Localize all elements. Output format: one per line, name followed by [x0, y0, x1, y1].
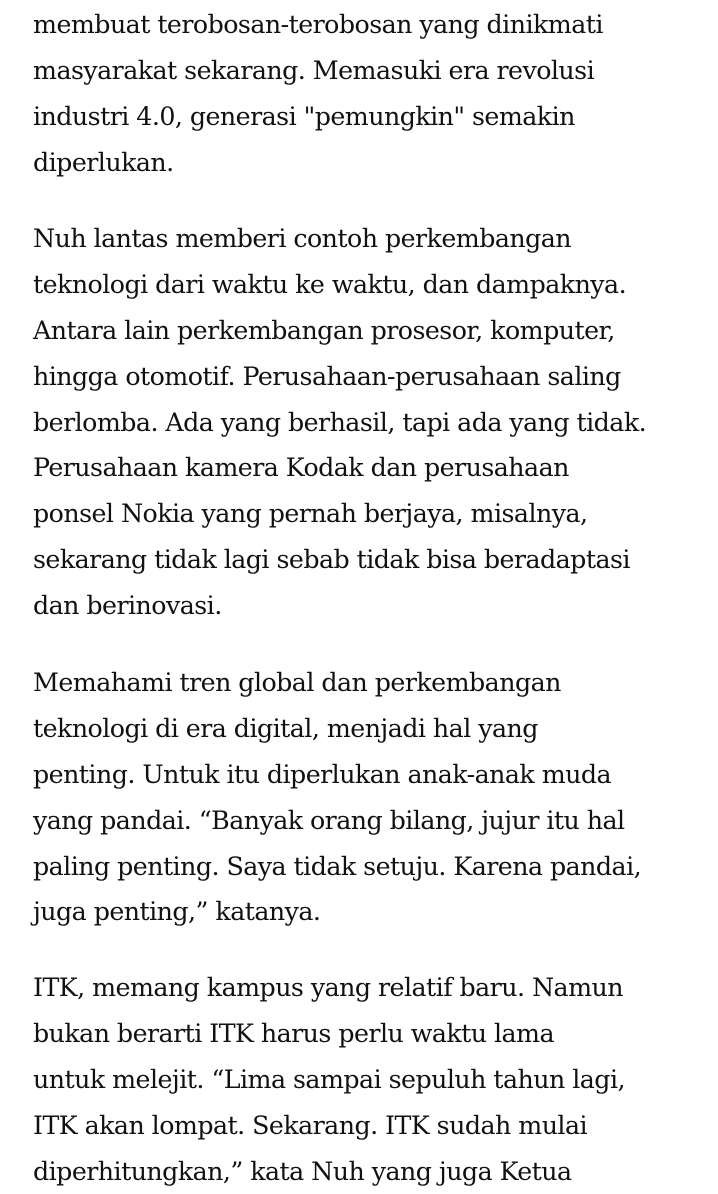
text-line: berlomba. Ada yang berhasil, tapi ada yang tidak. [33, 407, 647, 437]
text-line: dan berinovasi. [33, 591, 222, 621]
text-line: Nuh lantas memberi contoh perkembangan [33, 224, 572, 253]
text-line: teknologi dari waktu ke waktu, dan dampaknya. [33, 269, 627, 299]
text-line: Antara lain perkembangan prosesor, komputer, [33, 315, 615, 345]
text-line: Memahami tren global dan perkembangan [33, 668, 561, 697]
text-line: ponsel Nokia yang pernah berjaya, misalnya, [33, 499, 588, 529]
text-line: untuk melejit. “Lima sampai sepuluh tahun lagi, [33, 1064, 625, 1094]
text-line: Perusahaan kamera Kodak dan perusahaan [33, 453, 569, 483]
article-paragraph-4 [33, 965, 625, 1194]
text-line: bukan berarti ITK harus perlu waktu lama [33, 1018, 555, 1048]
text-line: penting. Untuk itu diperlukan anak-anak muda [33, 759, 612, 789]
text-line: diperhitungkan,” kata Nuh yang juga Ketua [33, 1156, 572, 1186]
article-paragraph-1 [33, 2, 603, 186]
text-line: industri 4.0, generasi "pemungkin" semakin [33, 101, 575, 131]
article-paragraph-2 [33, 216, 646, 629]
text-line: ITK, memang kampus yang relatif baru. Namun [33, 973, 623, 1002]
text-line: sekarang tidak lagi sebab tidak bisa beradaptasi [33, 545, 630, 575]
text-line: diperlukan. [33, 147, 174, 177]
text-line: paling penting. Saya tidak setuju. Karena pandai, [33, 851, 642, 881]
text-line: masyarakat sekarang. Memasuki era revolusi [33, 55, 595, 85]
text-line: ITK akan lompat. Sekarang. ITK sudah mulai [33, 1110, 588, 1140]
article-paragraph-3 [33, 660, 641, 935]
text-line: membuat terobosan-terobosan yang dinikmati [33, 10, 603, 39]
text-line: hingga otomotif. Perusahaan-perusahaan saling [33, 361, 621, 391]
text-line: juga penting,” katanya. [33, 897, 321, 927]
text-line: teknologi di era digital, menjadi hal yang [33, 713, 538, 743]
text-line: yang pandai. “Banyak orang bilang, jujur itu hal [33, 805, 625, 835]
